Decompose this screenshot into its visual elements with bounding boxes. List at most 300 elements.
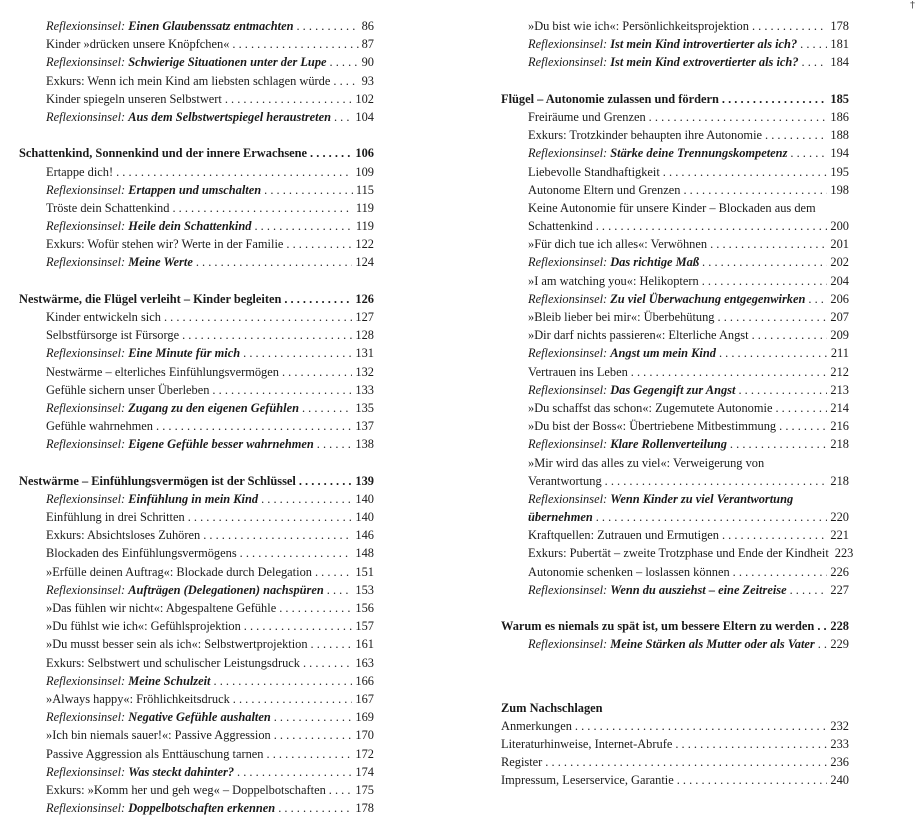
page-number: 204 [830,273,849,288]
entry-title [46,235,283,253]
page-number: 146 [355,528,374,543]
dot-leader [718,308,828,326]
page-number: 211 [830,346,849,361]
entry-title [528,17,749,35]
toc-entry-keine-autonomie-für-unsere-kinder-blocka [501,199,849,217]
entry-title-text: Warum es niemals zu spät ist, um bessere Eltern zu werden [501,619,815,634]
entry-title-text: Exkurs: Trotzkinder behaupten ihre Autonomie [528,128,763,143]
page-number: 87 [361,37,374,52]
dot-leader [214,672,353,690]
entry-title-text: Schattenkind [528,219,593,234]
entry-title [46,163,113,181]
page-number: 151 [355,564,374,579]
page-number: 133 [355,382,374,397]
entry-title-text: Kinder spiegeln unseren Selbstwert [46,91,222,106]
reflexionsinsel-prefix: Reflexionsinsel: [46,109,129,124]
entry-title [46,181,261,199]
entry-title [46,72,330,90]
entry-title [501,90,719,108]
entry-title [46,581,324,599]
dot-leader [802,53,828,71]
entry-title-text: Impressum, Leserservice, Garantie [501,773,674,788]
page-number: 212 [830,364,849,379]
toc-chapter-nestwärme-die-flügel-verleiht-kinder-beg [19,290,374,308]
toc-entry-wenn-du-ausziehst-eine-zeitreise [501,581,849,599]
page-number: 139 [355,473,374,488]
dot-leader [702,272,828,290]
entry-title [528,363,628,381]
entry-title [528,272,699,290]
entry-title [528,35,797,53]
page-number: 194 [830,146,849,161]
reflexionsinsel-prefix: Reflexionsinsel: [528,346,611,361]
dot-leader [649,108,828,126]
page-number: 240 [830,773,849,788]
dot-leader [663,163,828,181]
entry-title-text: »Das fühlen wir nicht«: Abgespaltene Gefühle [46,601,277,615]
toc-entry-ist-mein-kind-introvertierter-als-ich [501,35,849,53]
entry-title [46,344,240,362]
entry-title [46,53,327,71]
page-number: 119 [355,219,374,234]
entry-title [46,90,222,108]
entry-title-text: Autonome Eltern und Grenzen [528,182,681,197]
dot-leader [775,399,827,417]
dot-leader [274,726,353,744]
page-number: 185 [830,91,849,106]
page-number: 124 [355,255,374,270]
page-number: 137 [355,419,374,434]
entry-title [46,672,211,690]
toc-entry-exkurs-wenn-ich-mein-kind-am-liebsten-sc [19,72,374,90]
page-number: 206 [830,291,849,306]
entry-title [528,253,699,271]
entry-title-text: Nestwärme – elterliches Einfühlungsvermögen [46,364,279,379]
entry-title-text: Was steckt dahinter? [128,764,235,779]
dot-leader [225,90,353,108]
entry-title-text: Schattenkind, Sonnenkind und der innere Erwachsene [19,146,308,161]
page-number: 216 [830,419,849,434]
entry-title-text: Stärke deine Trennungskompetenz [610,146,788,161]
page-number: 198 [830,182,849,197]
dot-leader [719,344,828,362]
dot-leader [282,363,352,381]
reflexionsinsel-prefix: Reflexionsinsel: [46,182,129,197]
entry-title-text: Meine Schulzeit [128,673,211,688]
entry-title [46,199,169,217]
toc-entry-gefühle-sichern-unser-überleben [19,381,374,399]
entry-title [46,781,326,799]
entry-title [46,563,312,581]
toc-chapter-schattenkind-sonnenkind-und-der-innere-e [19,144,374,162]
entry-title-text: Liebevolle Standhaftigkeit [528,164,660,179]
page-number: 126 [355,291,374,306]
entry-title-text: Negative Gefühle aushalten [128,710,271,725]
entry-title-text: Freiräume und Grenzen [528,109,646,124]
dot-leader [722,526,827,544]
toc-entry-exkurs-komm-her-und-geh-weg-doppelbotsch [19,781,374,799]
entry-title-text: Ertappe dich! [46,164,114,179]
page-number: 128 [355,328,374,343]
toc-entry-always-happy-fröhlichkeitsdruck [19,690,374,708]
reflexionsinsel-prefix: Reflexionsinsel: [46,400,129,415]
dot-leader [596,217,828,235]
page-number: 109 [355,164,374,179]
entry-title-text: Verantwortung [528,473,602,488]
entry-title [528,199,816,217]
toc-entry-für-dich-tue-ich-alles-verwöhnen [501,235,849,253]
reflexionsinsel-prefix: Reflexionsinsel: [528,255,611,270]
page-number: 157 [355,619,374,634]
dot-leader [233,690,353,708]
entry-title-text: übernehmen [528,510,593,525]
entry-title [46,635,308,653]
toc-entry-exkurs-wofür-stehen-wir-werte-in-der-fam [19,235,374,253]
entry-title [501,771,674,789]
entry-title-text: Flügel – Autonomie zulassen und fördern [501,91,719,106]
entry-title-text: Anmerkungen [501,718,572,733]
toc-entry-ertappen-und-umschalten [19,181,374,199]
dot-leader [790,581,828,599]
entry-title [528,399,772,417]
entry-title-text: »Always happy«: Fröhlichkeitsdruck [46,691,230,706]
toc-entry-was-steckt-dahinter [19,763,374,781]
entry-title [46,617,241,635]
dot-leader [310,144,352,162]
toc-entry-einfühlung-in-mein-kind [19,490,374,508]
entry-title [46,326,179,344]
entry-title [46,417,153,435]
section-gap [19,126,374,144]
page-number: 228 [830,619,849,634]
entry-title-text: Zum Nachschlagen [501,700,603,715]
entry-title-text: Vertrauen ins Leben [528,364,628,379]
section-gap [19,272,374,290]
toc-right-column [501,17,854,790]
page-number: 169 [355,710,374,725]
page-number: 188 [830,128,849,143]
page-number: 195 [830,164,849,179]
entry-title [501,717,572,735]
page-number: 138 [355,437,374,452]
page-number: 122 [355,237,374,252]
toc-entry-das-gegengift-zur-angst [501,381,849,399]
reflexionsinsel-prefix: Reflexionsinsel: [46,437,129,452]
entry-title [501,617,814,635]
entry-title [46,763,234,781]
entry-title [46,217,251,235]
reflexionsinsel-prefix: Reflexionsinsel: [528,55,611,70]
entry-title-text: Register [501,755,543,770]
entry-title-text: Literaturhinweise, Internet-Abrufe [501,736,673,751]
entry-title-text: Exkurs: Selbstwert und schulischer Leistungsdruck [46,655,300,670]
section-gap [501,654,849,699]
dot-leader [274,708,353,726]
dot-leader [243,344,352,362]
page-number: 186 [830,109,849,124]
page-number: 132 [355,364,374,379]
page-number: 135 [355,400,374,415]
dot-leader [329,781,353,799]
entry-title-text: Kinder »drücken unsere Knöpfchen« [46,37,230,52]
toc-entry-kinder-drücken-unsere-knöpfchen [19,35,374,53]
entry-title-text: »Mir wird das alles zu viel«: Verweigerung von [528,455,765,470]
entry-title-text: Nestwärme – Einfühlungsvermögen ist der Schlüssel [19,473,296,488]
entry-title-text: Passive Aggression als Enttäuschung tarnen [46,746,264,761]
dot-leader [203,526,352,544]
page-number: 161 [355,637,374,652]
section-gap [501,599,849,617]
dot-leader [232,35,358,53]
entry-title [528,417,776,435]
dot-leader [675,735,827,753]
page-number: 166 [355,673,374,688]
dot-leader [196,253,353,271]
entry-title [46,253,193,271]
entry-title-text: Tröste dein Schattenkind [46,200,170,215]
dot-leader [818,635,828,653]
page-number: 178 [355,801,374,816]
entry-title [19,144,307,162]
toc-entry-i-am-watching-you-helikoptern [501,272,849,290]
entry-title [501,753,542,771]
entry-title [528,181,680,199]
entry-title-text: Exkurs: Pubertät – zweite Trotzphase und Ende der Kindheit [528,546,829,561]
toc-entry-liebevolle-standhaftigkeit [501,163,849,181]
page-number: 127 [355,310,374,324]
entry-title [528,163,660,181]
page-number: 90 [361,55,374,70]
entry-title-text: Ist mein Kind introvertierter als ich? [610,37,798,52]
dot-leader [752,17,827,35]
entry-title [528,544,829,562]
toc-entry-wenn-kinder-zu-viel-verantwortung [501,490,849,508]
entry-title [528,217,593,235]
entry-title [46,35,229,53]
toc-entry-klare-rollenverteilung [501,435,849,453]
reflexionsinsel-prefix: Reflexionsinsel: [528,37,611,52]
toc-chapter-warum-es-niemals-zu-spät-ist-um-bessere- [501,617,849,635]
page-number: 223 [834,546,854,561]
toc-entry-exkurs-selbstwert-und-schulischer-leistu [19,654,374,672]
page-number: 178 [830,19,849,33]
page-corner-mark: † [910,0,915,11]
entry-title [46,399,299,417]
entry-title-text: Zu viel Überwachung entgegenwirken [610,291,806,306]
page-number: 148 [355,546,374,561]
dot-leader [779,417,827,435]
page-number: 172 [355,746,374,761]
dot-leader [303,654,352,672]
toc-entry-blockaden-des-einfühlungsvermögens [19,544,374,562]
section-gap [19,454,374,472]
page-number: 207 [830,310,849,324]
dot-leader [702,253,827,271]
entry-title-text: Aufträgen (Delegationen) nachspüren [128,582,324,597]
entry-title [46,799,275,817]
reflexionsinsel-prefix: Reflexionsinsel: [528,382,611,397]
entry-title-text: Eine Minute für mich [128,346,241,361]
dot-leader [212,381,352,399]
toc-entry-du-bist-wie-ich-persönlichkeitsprojektio [501,17,849,35]
entry-title-text: Gefühle wahrnehmen [46,419,153,434]
page-number: 153 [355,582,374,597]
entry-title-text: Einen Glaubenssatz entmachten [128,19,294,33]
toc-entry-verantwortung [501,472,849,490]
dot-leader [244,617,353,635]
page-number: 236 [830,755,849,770]
page-number: 174 [355,764,374,779]
dot-leader [334,108,352,126]
entry-title-text: Eigene Gefühle besser wahrnehmen [128,437,314,452]
page-number: 93 [361,73,374,88]
entry-title [19,290,281,308]
toc-entry-kinder-spiegeln-unseren-selbstwert [19,90,374,108]
entry-title-text: Ist mein Kind extrovertierter als ich? [610,55,799,70]
reflexionsinsel-prefix: Reflexionsinsel: [46,582,129,597]
entry-title-text: Das Gegengift zur Angst [610,382,736,397]
reflexionsinsel-prefix: Reflexionsinsel: [46,219,129,234]
dot-leader [800,35,827,53]
toc-entry-meine-stärken-als-mutter-oder-als-vater [501,635,849,653]
toc-entry-exkurs-absichtsloses-zuhören [19,526,374,544]
dot-leader [677,771,828,789]
dot-leader [261,490,352,508]
entry-title [501,699,603,717]
toc-entry-dir-darf-nichts-passieren-elterliche-ang [501,326,849,344]
page-number: 218 [830,473,849,488]
toc-entry-gefühle-wahrnehmen [19,417,374,435]
page-number: 104 [355,109,374,124]
reflexionsinsel-prefix: Reflexionsinsel: [46,491,129,506]
entry-title [46,490,258,508]
dot-leader [279,599,352,617]
dot-leader [330,53,359,71]
page-number: 229 [830,637,849,652]
reflexionsinsel-prefix: Reflexionsinsel: [528,637,611,652]
entry-title [528,635,815,653]
reflexionsinsel-prefix: Reflexionsinsel: [528,146,611,161]
toc-entry-das-fühlen-wir-nicht-abgespaltene-gefühl [19,599,374,617]
entry-title [528,126,762,144]
reflexionsinsel-prefix: Reflexionsinsel: [46,346,129,361]
toc-entry-autonome-eltern-und-grenzen [501,181,849,199]
entry-title-text: Wenn Kinder zu viel Verantwortung [610,491,794,506]
entry-title [528,454,764,472]
entry-title-text: Das richtige Maß [610,255,700,270]
entry-title [528,235,707,253]
entry-title-text: »Ich bin niemals sauer!«: Passive Aggression [46,728,271,743]
toc-entry-stärke-deine-trennungskompetenz [501,144,849,162]
page-number: 221 [830,528,849,543]
entry-title [528,526,719,544]
toc-chapter-nestwärme-einfühlungsvermögen-ist-der-sc [19,472,374,490]
page-number: 102 [355,91,374,106]
toc-entry-aufträgen-delegationen-nachspüren [19,581,374,599]
page-number: 226 [830,564,849,579]
toc-chapter-flügel-autonomie-zulassen-und-fördern [501,90,849,108]
reflexionsinsel-prefix: Reflexionsinsel: [46,55,129,70]
entry-title-text: Meine Werte [128,255,193,270]
entry-title [46,435,314,453]
dot-leader [808,290,827,308]
entry-title [528,563,730,581]
toc-section-title-zum-nachschlagen [501,699,849,717]
page-number: 163 [355,655,374,670]
entry-title [528,144,787,162]
dot-leader [284,290,352,308]
entry-title-text: Exkurs: Wofür stehen wir? Werte in der Familie [46,237,284,252]
entry-title [46,745,264,763]
entry-title-text: »I am watching you«: Helikoptern [528,273,699,288]
reflexionsinsel-prefix: Reflexionsinsel: [528,291,611,306]
entry-title-text: Schwierige Situationen unter der Lupe [128,55,327,70]
toc-entry-exkurs-trotzkinder-behaupten-ihre-autono [501,126,849,144]
dot-leader [172,199,352,217]
reflexionsinsel-prefix: Reflexionsinsel: [528,491,611,506]
dot-leader [722,90,828,108]
entry-title [46,726,271,744]
toc-entry-exkurs-pubertät-zweite-trotzphase-und-en [501,544,854,562]
entry-title-text: Klare Rollenverteilung [610,437,727,452]
dot-leader [264,181,353,199]
entry-title [528,435,727,453]
page-number: 233 [830,736,849,751]
entry-title-text: Kraftquellen: Zutrauen und Ermutigen [528,528,719,543]
page-number: 201 [830,237,849,252]
entry-title-text: »Bleib lieber bei mir«: Überbehütung [528,310,715,324]
dot-leader [752,326,828,344]
dot-leader [164,308,352,326]
entry-title-text: Gefühle sichern unser Überleben [46,382,210,397]
page-number: 181 [830,37,849,52]
entry-title-text: Ertappen und umschalten [128,182,262,197]
toc-entry-einen-glaubenssatz-entmachten [19,17,374,35]
toc-entry-negative-gefühle-aushalten [19,708,374,726]
entry-title-text: Zugang zu den eigenen Gefühlen [128,400,299,415]
dot-leader [286,235,352,253]
entry-title-text: Blockaden des Einfühlungsvermögens [46,546,237,561]
toc-entry-selbstfürsorge-ist-fürsorge [19,326,374,344]
dot-leader [240,544,353,562]
toc-entry-bleib-lieber-bei-mir-überbehütung [501,308,849,326]
toc-entry-doppelbotschaften-erkennen [19,799,374,817]
dot-leader [596,508,828,526]
page-number: 140 [355,510,374,525]
entry-title-text: »Dir darf nichts passieren«: Elterliche Angst [528,328,749,343]
toc-entry-freiräume-und-grenzen [501,108,849,126]
dot-leader [302,399,352,417]
page-number: 184 [830,55,849,70]
entry-title-text: »Erfülle deinen Auftrag«: Blockade durch Delegation [46,564,312,579]
entry-title-text: Kinder entwickeln sich [46,310,161,324]
entry-title [528,381,735,399]
entry-title [46,599,276,617]
entry-title [46,654,300,672]
entry-title-text: Exkurs: »Komm her und geh weg« – Doppelbotschaften [46,782,326,797]
page-number: 232 [830,718,849,733]
page-number: 214 [830,400,849,415]
entry-title-text: Nestwärme, die Flügel verleiht – Kinder begleiten [19,291,282,306]
page-number: 175 [355,782,374,797]
toc-entry-du-schaffst-das-schon-zugemutete-autonom [501,399,849,417]
dot-leader [254,217,352,235]
entry-title-text: Angst um mein Kind [610,346,716,361]
dot-leader [296,17,358,35]
entry-title-text: Einfühlung in drei Schritten [46,510,185,525]
page-number: 156 [355,601,374,615]
entry-title [46,17,293,35]
